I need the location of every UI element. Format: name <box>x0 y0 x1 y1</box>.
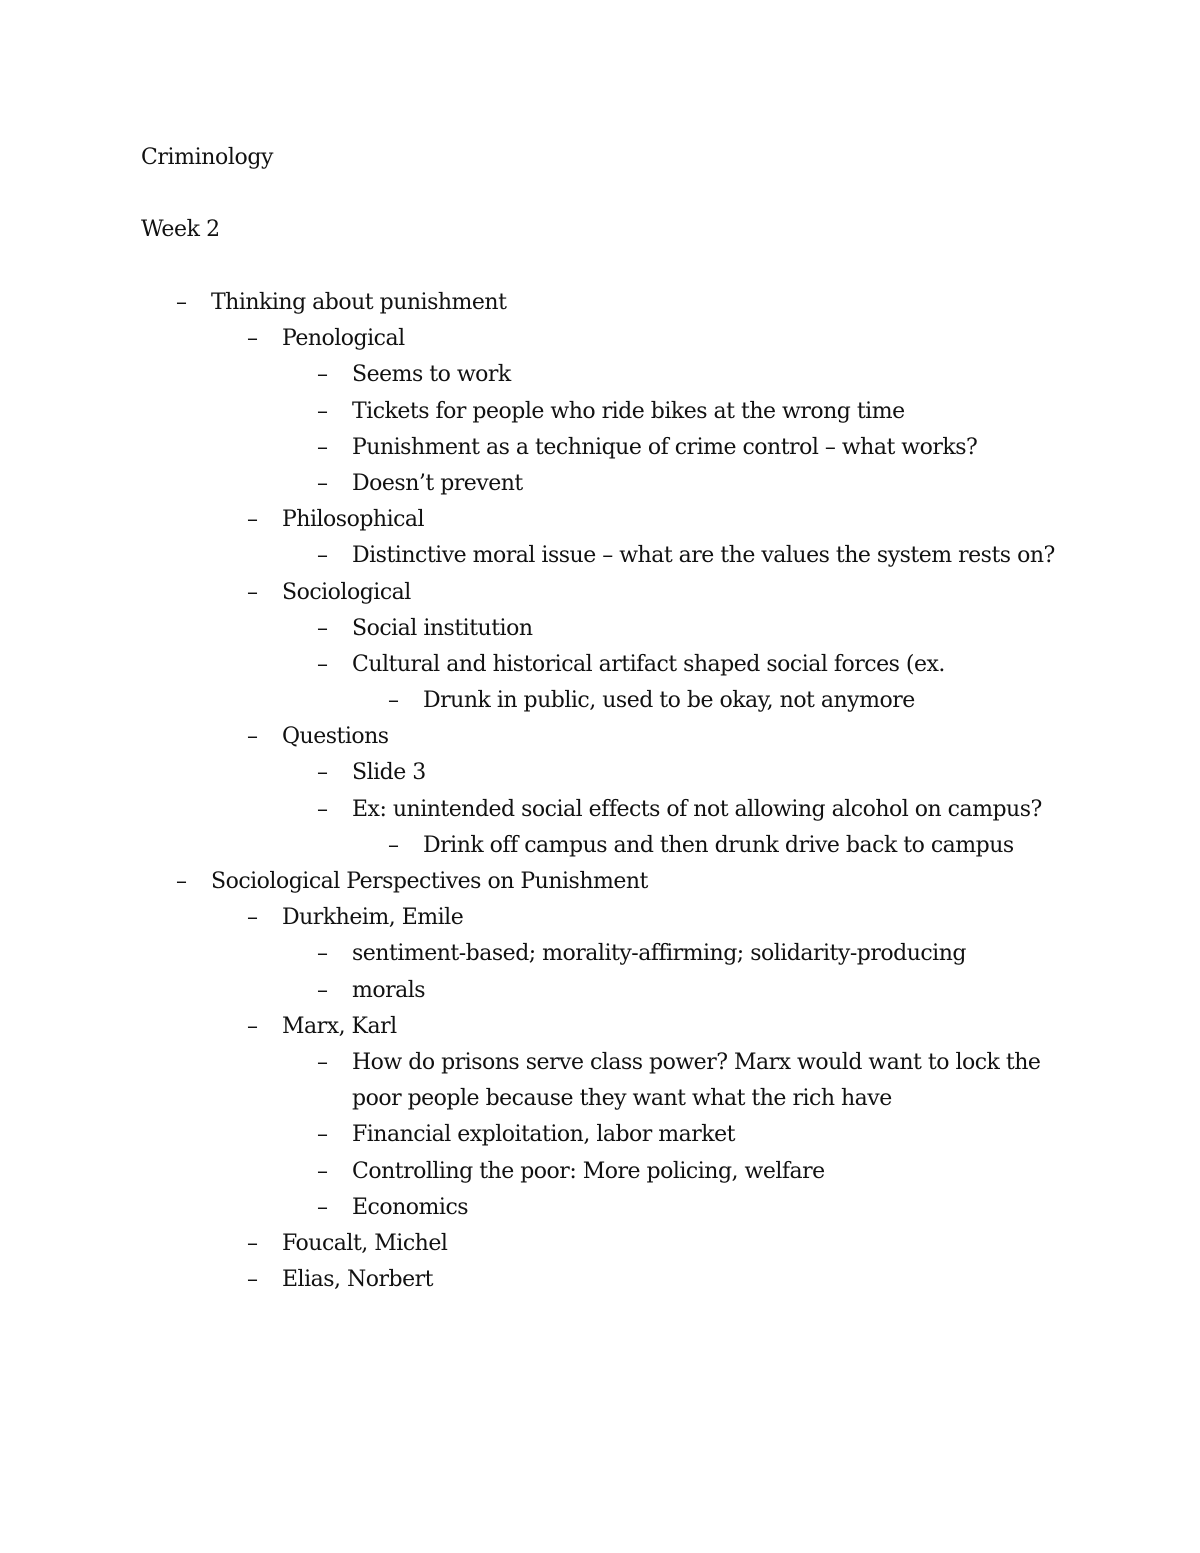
bullet-dash: – <box>317 1049 328 1075</box>
outline-item-level-3 <box>0 1117 1200 1153</box>
outline-item-text: Punishment as a technique of crime control – what works? <box>352 434 978 460</box>
bullet-dash: – <box>388 832 399 858</box>
outline-item-level-3 <box>0 357 1200 393</box>
document-subtitle: Week 2 <box>141 217 220 242</box>
bullet-dash: – <box>176 290 187 315</box>
outline-item-text: Sociological Perspectives on Punishment <box>211 869 648 894</box>
bullet-dash: – <box>247 1267 258 1293</box>
bullet-dash: – <box>317 651 328 677</box>
outline-item-level-3 <box>0 1154 1200 1190</box>
bullet-dash: – <box>317 470 328 496</box>
outline-item-level-1 <box>0 864 1200 900</box>
outline-item-text: morals <box>352 977 426 1003</box>
outline-item-text: Foucalt, Michel <box>282 1230 448 1256</box>
outline-item-level-3 <box>0 792 1200 828</box>
outline-item-level-2 <box>0 1009 1200 1045</box>
outline-item-level-2 <box>0 321 1200 357</box>
outline-item-continuation <box>0 1081 1200 1117</box>
outline-item-level-3 <box>0 538 1200 574</box>
outline-item-level-3 <box>0 1045 1200 1081</box>
outline-item-level-2 <box>0 575 1200 611</box>
bullet-dash: – <box>317 760 328 786</box>
bullet-dash: – <box>176 869 187 894</box>
bullet-dash: – <box>317 362 328 388</box>
outline-item-level-4 <box>0 683 1200 719</box>
outline-item-text: Thinking about punishment <box>211 290 507 315</box>
outline-item-level-2 <box>0 1226 1200 1262</box>
outline-item-level-3 <box>0 973 1200 1009</box>
bullet-dash: – <box>247 905 258 931</box>
outline-item-text: Social institution <box>352 615 533 641</box>
bullet-dash: – <box>317 434 328 460</box>
bullet-dash: – <box>247 326 258 352</box>
outline-item-text: Marx, Karl <box>282 1013 397 1039</box>
outline-item-level-1 <box>0 285 1200 321</box>
outline-item-text: Slide 3 <box>352 760 426 786</box>
outline-item-level-3 <box>0 394 1200 430</box>
outline-item-level-3 <box>0 936 1200 972</box>
outline-item-text: Distinctive moral issue – what are the values the system rests on? <box>352 543 1055 569</box>
bullet-dash: – <box>317 1122 328 1148</box>
outline-item-text: sentiment-based; morality-affirming; solidarity-producing <box>352 941 966 967</box>
outline-item-text: Philosophical <box>282 507 425 533</box>
outline-item-text: Cultural and historical artifact shaped social forces (ex. <box>352 651 945 677</box>
outline-item-text: Economics <box>352 1194 469 1220</box>
outline-item-text: Financial exploitation, labor market <box>352 1122 735 1148</box>
outline-item-text: Ex: unintended social effects of not allowing alcohol on campus? <box>352 796 1042 822</box>
outline-item-text: Penological <box>282 326 405 352</box>
outline-item-level-3 <box>0 647 1200 683</box>
outline-item-level-2 <box>0 502 1200 538</box>
bullet-dash: – <box>247 1230 258 1256</box>
outline-item-level-3 <box>0 1190 1200 1226</box>
outline-item-level-3 <box>0 611 1200 647</box>
outline-item-text: Sociological <box>282 579 411 605</box>
outline-item-text: Seems to work <box>352 362 511 388</box>
bullet-dash: – <box>388 688 399 714</box>
bullet-dash: – <box>317 941 328 967</box>
bullet-dash: – <box>317 796 328 822</box>
outline-item-level-4 <box>0 828 1200 864</box>
outline-item-text: Questions <box>282 724 389 750</box>
bullet-dash: – <box>317 1158 328 1184</box>
notes-outline <box>0 285 1200 1298</box>
bullet-dash: – <box>247 579 258 605</box>
outline-item-level-3 <box>0 466 1200 502</box>
outline-item-text: Elias, Norbert <box>282 1267 433 1293</box>
outline-item-text: Drunk in public, used to be okay, not anymore <box>423 688 915 714</box>
bullet-dash: – <box>317 615 328 641</box>
outline-item-level-3 <box>0 755 1200 791</box>
outline-item-text: poor people because they want what the rich have <box>352 1086 892 1112</box>
bullet-dash: – <box>317 977 328 1003</box>
bullet-dash: – <box>247 507 258 533</box>
outline-item-text: Tickets for people who ride bikes at the wrong time <box>352 398 905 424</box>
bullet-dash: – <box>317 398 328 424</box>
outline-item-level-2 <box>0 900 1200 936</box>
outline-item-level-3 <box>0 430 1200 466</box>
bullet-dash: – <box>317 543 328 569</box>
outline-item-text: Durkheim, Emile <box>282 905 464 931</box>
document-title: Criminology <box>141 145 274 170</box>
outline-item-text: How do prisons serve class power? Marx would want to lock the <box>352 1049 1041 1075</box>
bullet-dash: – <box>317 1194 328 1220</box>
bullet-dash: – <box>247 1013 258 1039</box>
outline-item-level-2 <box>0 1262 1200 1298</box>
bullet-dash: – <box>247 724 258 750</box>
outline-item-text: Controlling the poor: More policing, welfare <box>352 1158 825 1184</box>
outline-item-level-2 <box>0 719 1200 755</box>
outline-item-text: Doesn’t prevent <box>352 470 523 496</box>
outline-item-text: Drink off campus and then drunk drive back to campus <box>423 832 1014 858</box>
